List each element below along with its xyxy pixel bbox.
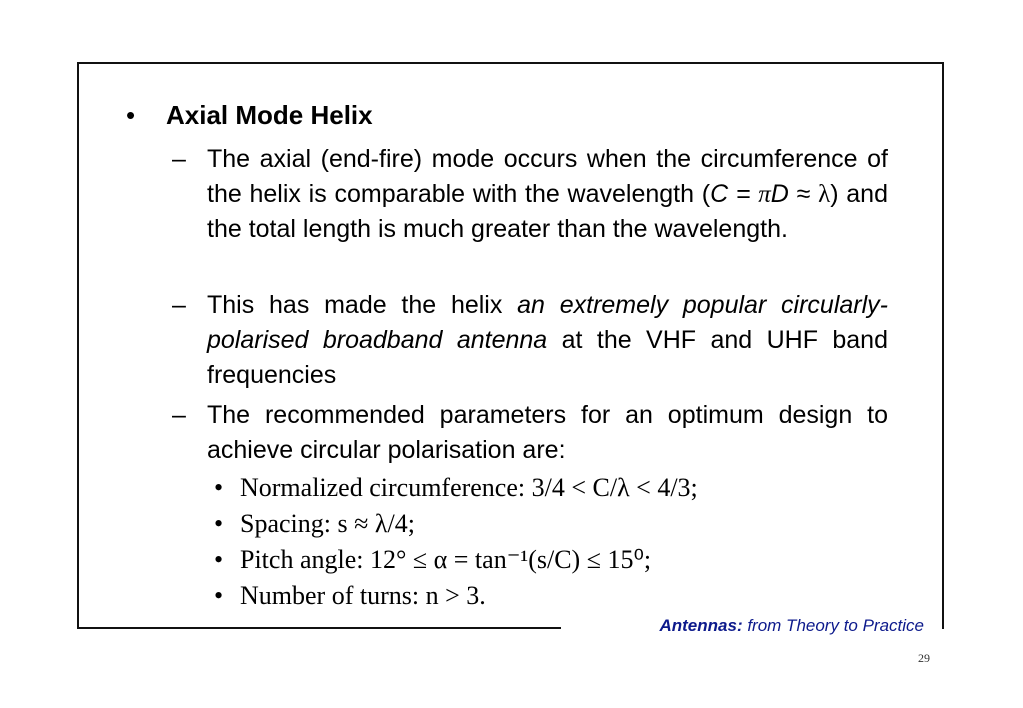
- sub-dash: –: [172, 291, 186, 319]
- list-bullet: •: [214, 473, 224, 502]
- sub-bullet-text: This has made the helix an extremely popular circularly-polarised broadband antenna at the VHF and UHF band frequencies: [207, 291, 888, 389]
- sub-bullet-text: The recommended parameters for an optimum design to achieve circular polarisation are:: [207, 401, 888, 464]
- parameter-item: • Normalized circumference: 3/4 < C/λ < 4/3;: [214, 470, 698, 506]
- parameter-item: • Pitch angle: 12° ≤ α = tan⁻¹(s/C) ≤ 15⁰;: [214, 542, 698, 578]
- slide-footer: [560, 615, 924, 637]
- slide-heading: [126, 97, 373, 133]
- parameter-item: • Number of turns: n > 3.: [214, 578, 698, 614]
- parameter-list: [214, 470, 698, 614]
- slide-frame-bottom-line: [77, 627, 561, 629]
- sub-bullet-popularity: [172, 288, 888, 393]
- footer-book-title: Antennas:: [659, 616, 743, 635]
- sub-dash: –: [172, 401, 186, 429]
- list-bullet: •: [214, 545, 224, 574]
- sub-bullet-axial-mode: [172, 142, 888, 247]
- footer-subtitle: from Theory to Practice: [742, 616, 924, 635]
- sub-bullet-parameters: [172, 398, 888, 468]
- heading-bullet: •: [126, 100, 136, 130]
- emphasis-text: an extremely popular circularly-polarised broadband antenna: [207, 291, 888, 354]
- sub-dash: –: [172, 145, 186, 173]
- parameter-item: • Spacing: s ≈ λ/4;: [214, 506, 698, 542]
- list-bullet: •: [214, 509, 224, 538]
- heading-text: Axial Mode Helix: [166, 100, 373, 130]
- sub-bullet-text: The axial (end-fire) mode occurs when the circumference of the helix is comparable with the wavelength (C = πD ≈ λ) and the total length is much greater than the wavelength.: [207, 145, 888, 243]
- list-bullet: •: [214, 581, 224, 610]
- pi-symbol: π: [758, 181, 771, 208]
- page-number: 29: [918, 651, 930, 665]
- lambda-symbol: λ: [818, 181, 831, 208]
